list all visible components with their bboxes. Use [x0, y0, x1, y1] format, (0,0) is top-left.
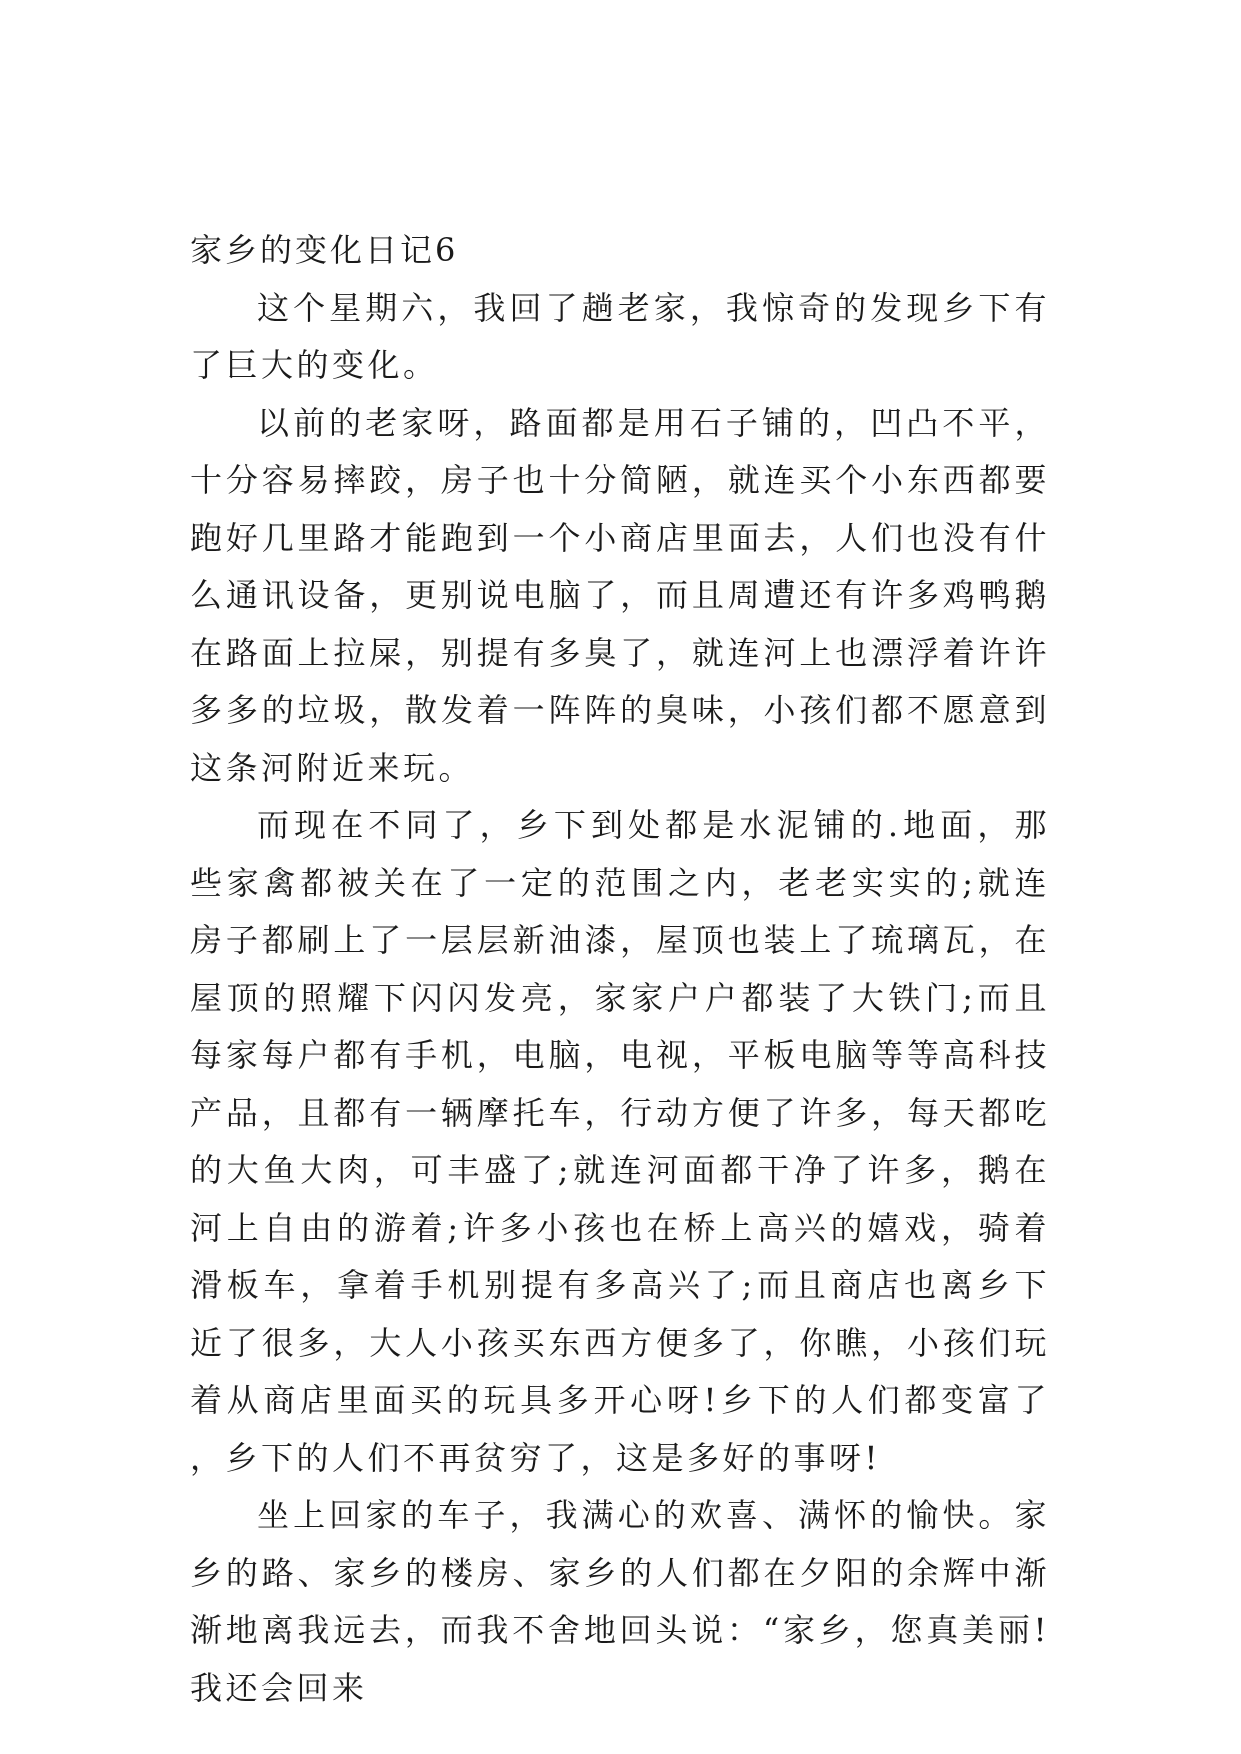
paragraph-1: 这个星期六，我回了趟老家，我惊奇的发现乡下有了巨大的变化。	[190, 288, 1050, 384]
document-body	[190, 222, 1050, 1717]
paragraph-2: 以前的老家呀，路面都是用石子铺的，凹凸不平，十分容易摔跤，房子也十分简陋，就连买个小东西都要跑好几里路才能跑到一个小商店里面去，人们也没有什么通讯设备，更别说电脑了，而且周遭还有许多鸡鸭鹅在路面上拉屎，别提有多臭了，就连河上也漂浮着许许多多的垃圾，散发着一阵阵的臭味，小孩们都不愿意到这条河附近来玩。	[190, 403, 1050, 787]
paragraph-4: 坐上回家的车子，我满心的欢喜、满怀的愉快。家乡的路、家乡的楼房、家乡的人们都在夕阳的余辉中渐渐地离我远去，而我不舍地回头说：“家乡，您真美丽!我还会回来	[190, 1496, 1050, 1707]
paragraph-3: 而现在不同了，乡下到处都是水泥铺的.地面，那些家禽都被关在了一定的范围之内，老老实实的;就连房子都刷上了一层层新油漆，屋顶也装上了琉璃瓦，在屋顶的照耀下闪闪发亮，家家户户都装了大铁门;而且每家每户都有手机，电脑，电视，平板电脑等等高科技产品，且都有一辆摩托车，行动方便了许多，每天都吃的大鱼大肉，可丰盛了;就连河面都干净了许多，鹅在河上自由的游着;许多小孩也在桥上高兴的嬉戏，骑着滑板车，拿着手机别提有多高兴了;而且商店也离乡下近了很多，大人小孩买东西方便多了，你瞧，小孩们玩着从商店里面买的玩具多开心呀!乡下的人们都变富了，乡下的人们不再贫穷了，这是多好的事呀!	[190, 806, 1050, 1477]
document-title: 家乡的变化日记6	[190, 231, 459, 269]
